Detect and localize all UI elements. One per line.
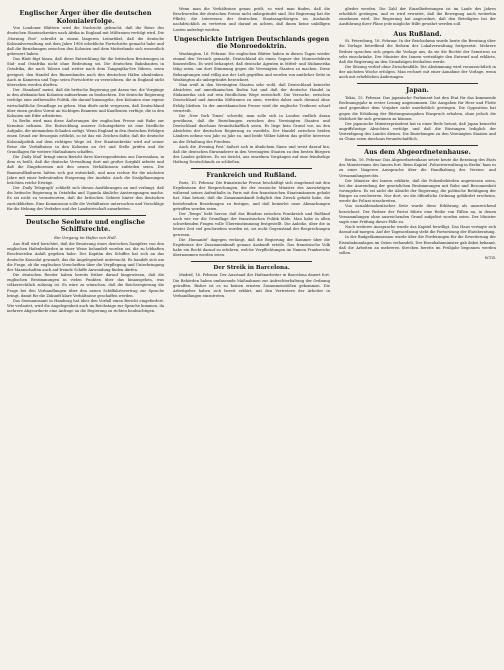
article-paragraph: Das Seemannsamt in Hamburg hat über den Vorfall einen Bericht eingefordert. Wie verlautet, wird die Angelegenheit auch im Reichstage zur Sprache kommen, da mehrere Abgeordnete eine Anfrage an die Regierung zu richten beabsichtigen.	[7, 298, 164, 314]
article-paragraph: Washington, 16. Februar. Die englischen Blätter haben in diesen Tagen wieder einmal den Versuch gemacht, Deutschland als einen Gegner der Monroedoktrin hinzustellen. Es wird behauptet, daß deutsche Agenten in Mittel- und Südamerika tätig seien, um dort Stimmung gegen die Vereinigten Staaten zu machen. Diese Behauptungen sind völlig aus der Luft gegriffen und werden von amtlicher Seite in Washington als unbegründet bezeichnet.	[173, 51, 330, 82]
article-paragraph: glieder werden. Die Zahl der Einzelbefreiungen ist im Laufe des Jahres erheblich gestiegen, und es wird erwartet, daß die Bewegung auch weiterhin zunehmen wird. Die Regierung hat angeordnet, daß den Beteiligten bei der Ausführung ihrer Pläne jede mögliche Hilfe gewährt werden soll.	[339, 7, 496, 27]
article-paragraph: Der Minister des Innern erklärte, daß die Polizeibehörden angewiesen seien, bei der Anwendung der gesetzlichen Bestimmungen mit Ruhe und Besonnenheit vorzugehen. Es sei nicht die Absicht der Regierung, die politische Betätigung der Bürger zu erschweren. Nur dort, wo die öffentliche Ordnung gefährdet erscheine, werde die Polizei einschreiten.	[339, 178, 496, 204]
section-divider	[25, 215, 146, 216]
newspaper-page	[7, 7, 497, 656]
article-paragraph: Aus Hull wird berichtet, daß die Besatzung eines deutschen Dampfers von den englischen Hafenbehörden in einer Weise behandelt worden sei, die zu lebhaften Beschwerden Anlaß gegeben habe. Der Kapitän des Schiffes hat sich an das deutsche Konsulat gewandt, das die Angelegenheit untersucht. Es handelt sich um die Frage, ob die englischen Vorschriften über die Verpflegung und Unterbringung der Mannschaften auch auf fremde Schiffe Anwendung finden dürfen.	[7, 242, 164, 272]
article-paragraph: Tokio, 15. Februar. Das japanische Parlament hat den Etat für das kommende Rechnungsjahr in erster Lesung angenommen. Die Ausgaben für Heer und Flotte sind gegenüber dem Vorjahre nicht unerheblich gestiegen. Die Opposition hat gegen die Erhöhung der Rüstungsausgaben Einspruch erhoben, ohne jedoch die Mehrheit für sich gewinnen zu können.	[339, 96, 496, 121]
column-middle	[173, 7, 330, 656]
article-dek: Ein Vorgang im Hafen von Hull.	[54, 235, 117, 240]
article-headline: Ungeschickte Intrigen Deutschlands gegen die Monroedoktrin.	[173, 34, 330, 51]
section-divider	[191, 168, 312, 169]
article-paragraph: Paris, 15. Februar. Die französische Presse beschäftigt sich eingehend mit den Ergebnissen der Besprechungen, die der russische Minister des Auswärtigen während seines Aufenthalts in Paris mit den französischen Staatsmännern gehabt hat. Man betont, daß die Zusammenkunft lediglich den Zweck gehabt habe, die bestehenden Beziehungen zu festigen, und daß keinerlei neue Abmachungen getroffen worden seien.	[173, 181, 330, 211]
article-headline: Aus Rußland.	[393, 29, 442, 38]
article-paragraph: St. Petersburg, 16. Februar. In der Reichsduma wurde heute die Beratung über die Vorlage betreffend die Reform der Lokalverwaltung fortgesetzt. Mehrere Redner sprachen sich gegen die Vorlage aus, da sie die Rechte der Semstwos zu sehr einschränke. Der Minister des Innern verteidigte den Entwurf und erklärte, daß die Regierung an den Grundzügen festhalten werde.	[339, 39, 496, 64]
section-divider	[357, 145, 478, 146]
article-paragraph: Berlin, 16. Februar. Das Abgeordnetenhaus setzte heute die Beratung des Etats des Ministeriums des Innern fort. Beim Kapitel ‚Polizeiverwaltung in Berlin‘ kam es zu einer längeren Aussprache über die Handhabung des Vereins- und Versammlungsrechts.	[339, 158, 496, 178]
article-paragraph: Das Blatt fügt hinzu, daß diese Entwicklung für die britischen Besitzungen in Süd- und Ostafrika nicht ohne Bedeutung sei. Die deutschen Bahnbauten in Ostafrika, die nach Tabora und weiter nach dem Tanganjika-See führen, seien geeignet, den Handel des Binnenlandes nach den deutschen Häfen abzulenken. Auch in Kamerun und Togo seien Fortschritte zu verzeichnen, die in England nicht übersehen werden dürften.	[7, 57, 164, 87]
section-divider	[191, 261, 312, 262]
article-paragraph: Der japanische Ministerpräsident hat in einer Rede betont, daß Japan keinerlei angriffslustige Absichten verfolge und daß die Rüstungen lediglich der Verteidigung des Landes dienen. Die Beziehungen zu den Vereinigten Staaten und zu China seien durchaus freundschaftlich.	[339, 121, 496, 142]
article-paragraph: In der Budgetkommission wurde über die Forderungen für die Erweiterung der Eisenbahnanlagen im Osten verhandelt. Der Eisenbahnminister gab dabei bekannt, daß die Arbeiten an mehreren Strecken bereits im Frühjahr begonnen werden sollen.	[339, 235, 496, 255]
article-paragraph: Nach weiterer Aussprache wurde das Kapitel bewilligt. Das Haus vertagte sich darauf auf morgen. Auf der Tagesordnung steht die Fortsetzung der Etatsberatung.	[339, 225, 496, 235]
article-paragraph: In Berlin wird man diese Äußerungen der englischen Presse mit Ruhe zur Kenntnis nehmen. Die Entwicklung unserer Schutzgebiete ist eine friedliche Aufgabe, die niemandem Schaden zufügt. Wenn England in den deutschen Erfolgen einen Grund zur Besorgnis erblickt, so ist das ein Zeichen dafür, daß die deutsche Kolonialpolitik auf dem richtigen Wege ist. Der Staatssekretär wird auf seiner Reise die Verhältnisse in den Kolonien an Ort und Stelle prüfen und die Grundlagen für weitere Maßnahmen schaffen.	[7, 119, 164, 154]
article-headline: Deutsche Seeleute und englische Schiffsrechte.	[26, 217, 145, 234]
article-paragraph: Wenn man die Verhältnisse genau prüft, so wird man finden, daß die Beschwerden der deutschen Presse nicht unbegründet sind. Die Regierung hat die Pflicht, die Interessen der deutschen Staatsangehörigen im Auslande nachdrücklich zu vertreten und darauf zu achten, daß ihnen keine unbilligen Lasten auferlegt werden.	[173, 7, 330, 32]
article-signature: W.T.B.	[484, 256, 496, 261]
article-paragraph: Der ‚Standard‘ meint, daß die britische Regierung gut daran tue, die Vorgänge in den afrikanischen Kolonien aufmerksam zu beobachten. Die deutsche Regierung verfolge eine zielbewußte Politik, die darauf hinausgehe, den Kolonien eine eigene wirtschaftliche Grundlage zu geben. Man dürfe nicht vergessen, daß Deutschland über einen großen Vorrat an tüchtigen Beamten und Kaufleuten verfüge, die in den Kolonien mit Eifer arbeiteten.	[7, 88, 164, 118]
article-paragraph: Die ‚Daily Mail‘ bringt einen Bericht ihres Korrespondenten aus Daressalam, in dem es heißt, daß die deutsche Verwaltung dort mit großer Sorgfalt arbeite und daß die Eingeborenen mit den neuen Verhältnissen zufrieden seien. Die Baumwollkulturen hätten sich gut entwickelt, und man rechne für die nächsten Jahre mit einer bedeutenden Steigerung der Ausfuhr. Auch die Sisalpflanzungen brächten reiche Erträge.	[7, 155, 164, 185]
article-headline: Aus dem Abgeordnetenhause.	[364, 148, 471, 157]
article-paragraph: Die ‚New York Times‘ schreibt, man solle sich in London endlich daran gewöhnen, daß die Beziehungen zwischen den Vereinigten Staaten und Deutschland durchaus freundschaftlich seien. Es liege kein Grund vor, an den Absichten der deutschen Regierung zu zweifeln. Der Handel zwischen beiden Ländern nehme von Jahr zu Jahr zu, und beide Völker hätten das größte Interesse an der Erhaltung des Friedens.	[173, 113, 330, 144]
column-left	[7, 7, 164, 656]
column-right	[339, 7, 496, 656]
article-paragraph: Madrid, 16. Februar. Der Ausstand der Hafenarbeiter in Barcelona dauert fort. Die Behörden haben umfassende Maßnahmen zur Aufrechterhaltung der Ordnung getroffen. Bisher ist es zu keinen ernsten Zusammenstößen gekommen. Die Arbeitgeber haben sich bereit erklärt, mit den Vertretern der Arbeiter in Verhandlungen einzutreten.	[173, 273, 330, 298]
article-paragraph: Die ‚Humanité‘ dagegen verlangt, daß die Regierung der Kammer über die Ergebnisse der Zusammenkunft genaue Auskunft erteile. Das französische Volk habe ein Recht darauf zu erfahren, welche Verpflichtungen im Namen Frankreichs übernommen worden seien.	[173, 237, 330, 258]
article-paragraph: Von sozialdemokratischer Seite wurde diese Erklärung als unzureichend bezeichnet. Der Redner der Partei führte eine Reihe von Fällen an, in denen Versammlungen ohne ausreichenden Grund aufgelöst worden seien. Der Minister sagte eine Prüfung dieser Fälle zu.	[339, 204, 496, 224]
article-paragraph: Der ‚Temps‘ hebt hervor, daß das Bündnis zwischen Frankreich und Rußland nach wie vor die Grundlage der französischen Politik bilde. Man habe in allen schwebenden Fragen volle Übereinstimmung festgestellt. Die Anleihe, über die in letzter Zeit viel geschrieben worden ist, sei nicht Gegenstand der Besprechungen gewesen.	[173, 211, 330, 237]
article-paragraph: Der ‚Daily Telegraph‘ schließt sich diesen Ausführungen an und verlangt, daß die britische Regierung in Ostafrika und Uganda ähnliche Anstrengungen mache. Es sei nicht zu verantworten, daß die britischen Gebiete hinter den deutschen zurückblieben. Eine Kommission solle die Verhältnisse untersuchen und Vorschläge für die Hebung des Verkehrs und der Landwirtschaft ausarbeiten.	[7, 186, 164, 211]
article-paragraph: Von Londoner Blättern wird die Nachricht gebracht, daß die Reise des deutschen Staatssekretärs nach Afrika in England mit Mißtrauen verfolgt wird. Die ‚Morning Post‘ schreibt in einem längeren Leitartikel, daß die deutsche Kolonialverwaltung seit dem Jahre 1906 erhebliche Fortschritte gemacht habe und daß die Beziehungen zwischen den Kolonien und dem Mutterlande sich wesentlich gebessert haben.	[7, 26, 164, 56]
article-paragraph: Auch die ‚Evening Post‘ äußert sich in ähnlichem Sinne und weist darauf hin, daß die deutschen Einwanderer in den Vereinigten Staaten zu den besten Bürgern des Landes gehören. Es sei töricht, aus einzelnen Vorgängen auf eine feindselige Haltung Deutschlands zu schließen.	[173, 144, 330, 165]
article-subheadline: Der Streik in Barcelona.	[213, 265, 290, 272]
article-headline: Japan.	[406, 86, 429, 95]
article-headline: Frankreich und Rußland.	[206, 171, 297, 180]
article-paragraph: Die deutschen Reeder haben bereits früher darauf hingewiesen, daß die englischen Bestimmungen in vielen Punkten über das hinausgehen, was völkerrechtlich zulässig ist. Es wäre zu wünschen, daß die Reichsregierung die Frage bei den Verhandlungen über den neuen Schiffahrtsvertrag zur Sprache bringt, damit für die Zukunft klare Verhältnisse geschaffen werden.	[7, 273, 164, 298]
article-paragraph: Die Sitzung verlief ohne Zwischenfälle. Die Abstimmung wird voraussichtlich in der nächsten Woche erfolgen. Man rechnet mit einer Annahme der Vorlage, wenn auch mit erheblichen Änderungen.	[339, 65, 496, 80]
section-divider	[357, 83, 478, 84]
article-headline: Englischer Ärger über die deutschen Kolonialerfolge.	[19, 9, 152, 25]
article-paragraph: Man weiß in den Vereinigten Staaten sehr wohl, daß Deutschland keinerlei Absichten auf amerikanischen Boden hat und daß der deutsche Handel in Südamerika sich auf rein friedlichem Wege entwickelt. Die Versuche, zwischen Deutschland und Amerika Mißtrauen zu säen, werden daher auch diesmal ohne Erfolg bleiben. In der amerikanischen Presse wird die englische Treiberei scharf verurteilt.	[173, 82, 330, 113]
